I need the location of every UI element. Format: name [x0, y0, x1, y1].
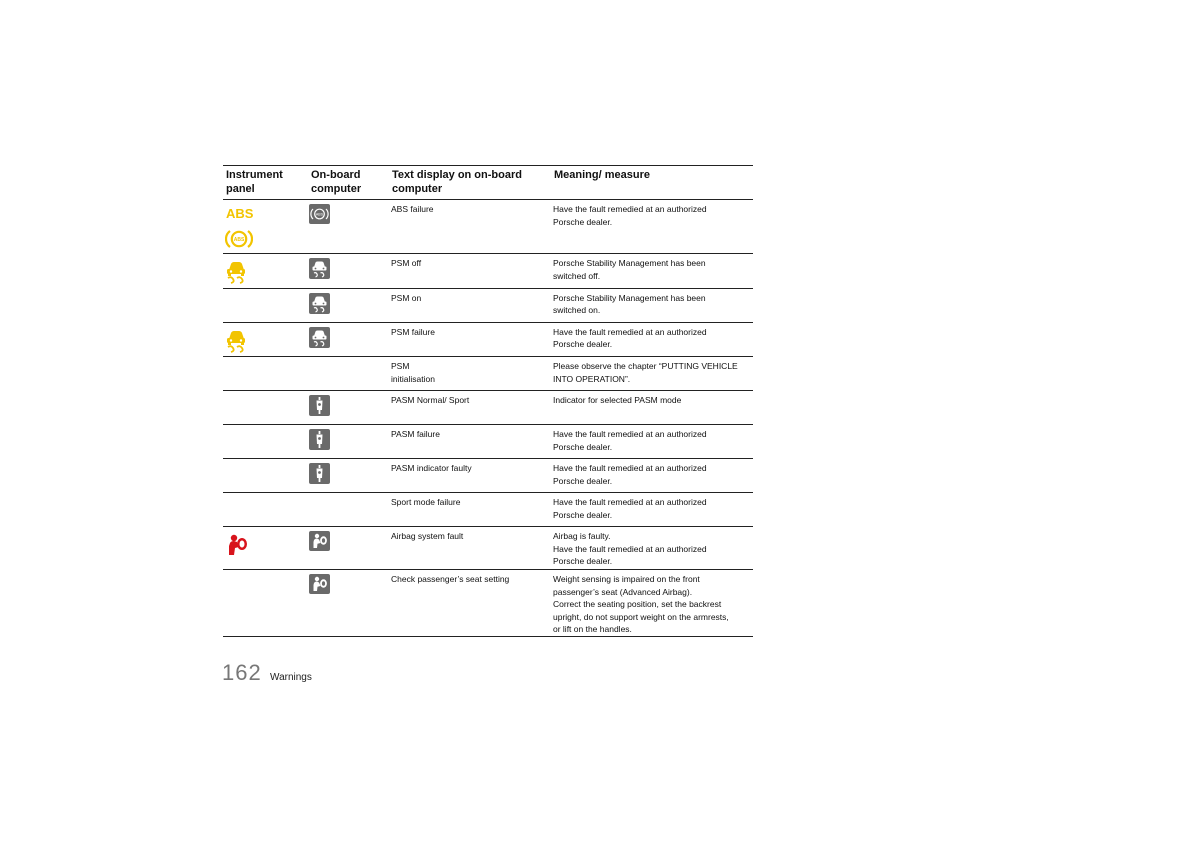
page-number: 162 [222, 660, 262, 685]
meaning-line: INTO OPERATION”. [553, 373, 631, 384]
table-row [223, 391, 753, 425]
abs-circle-icon [225, 228, 306, 254]
meaning-cell [551, 527, 753, 570]
meaning-cell [551, 288, 753, 322]
text-display-line: initialisation [391, 373, 435, 384]
text-display-line: PASM failure [391, 429, 440, 439]
meaning-line: Weight sensing is impaired on the front [553, 574, 700, 584]
text-display-line: Sport mode failure [391, 497, 461, 507]
meaning-cell [551, 200, 753, 254]
onboard-computer-cell [308, 357, 389, 391]
onboard-computer-cell [308, 459, 389, 493]
meaning-line: switched on. [553, 305, 601, 315]
onboard-computer-cell [308, 391, 389, 425]
meaning-line: Have the fault remedied at an authorized [553, 463, 707, 473]
meaning-line: Correct the seating position, set the backrest [553, 599, 722, 609]
airbag-onboard-icon [309, 531, 387, 555]
pasm-onboard-icon [309, 463, 387, 488]
onboard-computer-cell [308, 200, 389, 254]
meaning-line: Have the fault remedied at an authorized [553, 543, 707, 554]
table-row [223, 527, 753, 570]
table-row [223, 570, 753, 637]
instrument-panel-cell [223, 493, 308, 527]
instrument-panel-cell [223, 200, 308, 254]
text-display-line: Airbag system fault [391, 531, 464, 541]
psm-onboard-icon [309, 293, 387, 318]
meaning-cell [551, 459, 753, 493]
text-display-cell [389, 322, 551, 357]
psm-onboard-icon [309, 258, 387, 283]
text-display-cell [389, 391, 551, 425]
instrument-panel-cell [223, 254, 308, 289]
onboard-computer-cell [308, 570, 389, 637]
meaning-line: Porsche dealer. [553, 216, 613, 227]
meaning-cell [551, 322, 753, 357]
meaning-line: passenger’s seat (Advanced Airbag). [553, 586, 693, 597]
table-row [223, 493, 753, 527]
instrument-panel-cell [223, 322, 308, 357]
instrument-panel-cell [223, 570, 308, 637]
instrument-panel-cell [223, 459, 308, 493]
meaning-cell [551, 570, 753, 637]
airbag-icon [225, 533, 306, 561]
text-display-cell [389, 527, 551, 570]
instrument-panel-cell [223, 425, 308, 459]
text-display-line: PSM [391, 361, 410, 371]
instrument-panel-cell [223, 527, 308, 570]
meaning-line: Have the fault remedied at an authorized [553, 204, 707, 214]
table-body [223, 200, 753, 637]
text-display-line: PSM off [391, 258, 422, 268]
onboard-computer-cell [308, 288, 389, 322]
header-instrument-panel: Instrument panel [223, 166, 308, 200]
table-row [223, 200, 753, 254]
psm-onboard-icon [309, 327, 387, 352]
text-display-cell [389, 288, 551, 322]
svg-text:ABS: ABS [233, 236, 245, 243]
onboard-computer-cell [308, 254, 389, 289]
meaning-line: Porsche dealer. [553, 475, 613, 486]
svg-text:ABS: ABS [315, 212, 324, 217]
text-display-cell [389, 493, 551, 527]
meaning-line: Please observe the chapter “PUTTING VEHICLE [553, 361, 738, 371]
text-display-cell [389, 357, 551, 391]
table-row [223, 459, 753, 493]
meaning-line: Have the fault remedied at an authorized [553, 429, 707, 439]
meaning-line: Porsche dealer. [553, 441, 613, 452]
pasm-onboard-icon [309, 395, 387, 420]
meaning-line: Porsche dealer. [553, 339, 613, 349]
meaning-line: Porsche Stability Management has been [553, 292, 706, 303]
psm-skid-icon [225, 260, 306, 288]
meaning-cell [551, 425, 753, 459]
pasm-onboard-icon [309, 429, 387, 454]
section-title: Warnings [270, 672, 312, 683]
psm-skid-icon [225, 329, 306, 357]
abs-text-icon [225, 206, 306, 224]
text-display-cell [389, 200, 551, 254]
onboard-computer-cell [308, 425, 389, 459]
header-meaning: Meaning/ measure [551, 166, 753, 200]
meaning-cell [551, 493, 753, 527]
meaning-line: upright, do not support weight on the armrests, [553, 611, 729, 622]
meaning-line: Have the fault remedied at an authorized [553, 326, 707, 337]
meaning-line: Indicator for selected PASM mode [553, 395, 682, 405]
meaning-line: Airbag is faulty. [553, 531, 611, 541]
text-display-line: PASM Normal/ Sport [391, 395, 470, 405]
meaning-line: Porsche dealer. [553, 556, 613, 566]
text-display-line: PSM on [391, 292, 422, 303]
meaning-line: or lift on the handles. [553, 624, 632, 634]
meaning-cell [551, 254, 753, 289]
abs-onboard-icon [309, 204, 387, 228]
meaning-cell [551, 391, 753, 425]
meaning-line: Have the fault remedied at an authorized [553, 497, 707, 507]
onboard-computer-cell [308, 493, 389, 527]
text-display-cell [389, 570, 551, 637]
meaning-line: Porsche Stability Management has been [553, 258, 706, 268]
text-display-line: PASM indicator faulty [391, 463, 472, 473]
meaning-line: switched off. [553, 270, 601, 281]
header-text-display: Text display on on-board computer [389, 166, 551, 200]
table-row [223, 357, 753, 391]
text-display-cell [389, 459, 551, 493]
instrument-panel-cell [223, 391, 308, 425]
header-onboard-computer: On-board computer [308, 166, 389, 200]
text-display-cell [389, 425, 551, 459]
text-display-line: ABS failure [391, 204, 434, 214]
text-display-line: Check passenger’s seat setting [391, 574, 510, 584]
onboard-computer-cell [308, 322, 389, 357]
text-display-cell [389, 254, 551, 289]
svg-text:ABS: ABS [226, 206, 254, 220]
table-row [223, 254, 753, 289]
meaning-cell [551, 357, 753, 391]
table-row [223, 322, 753, 357]
table-header [223, 166, 753, 200]
instrument-panel-cell [223, 288, 308, 322]
airbag-onboard-icon [309, 574, 387, 598]
onboard-computer-cell [308, 527, 389, 570]
table-row [223, 425, 753, 459]
table-row [223, 288, 753, 322]
warnings-table [223, 165, 753, 637]
meaning-line: Porsche dealer. [553, 509, 613, 520]
instrument-panel-cell [223, 357, 308, 391]
text-display-line: PSM failure [391, 326, 435, 337]
